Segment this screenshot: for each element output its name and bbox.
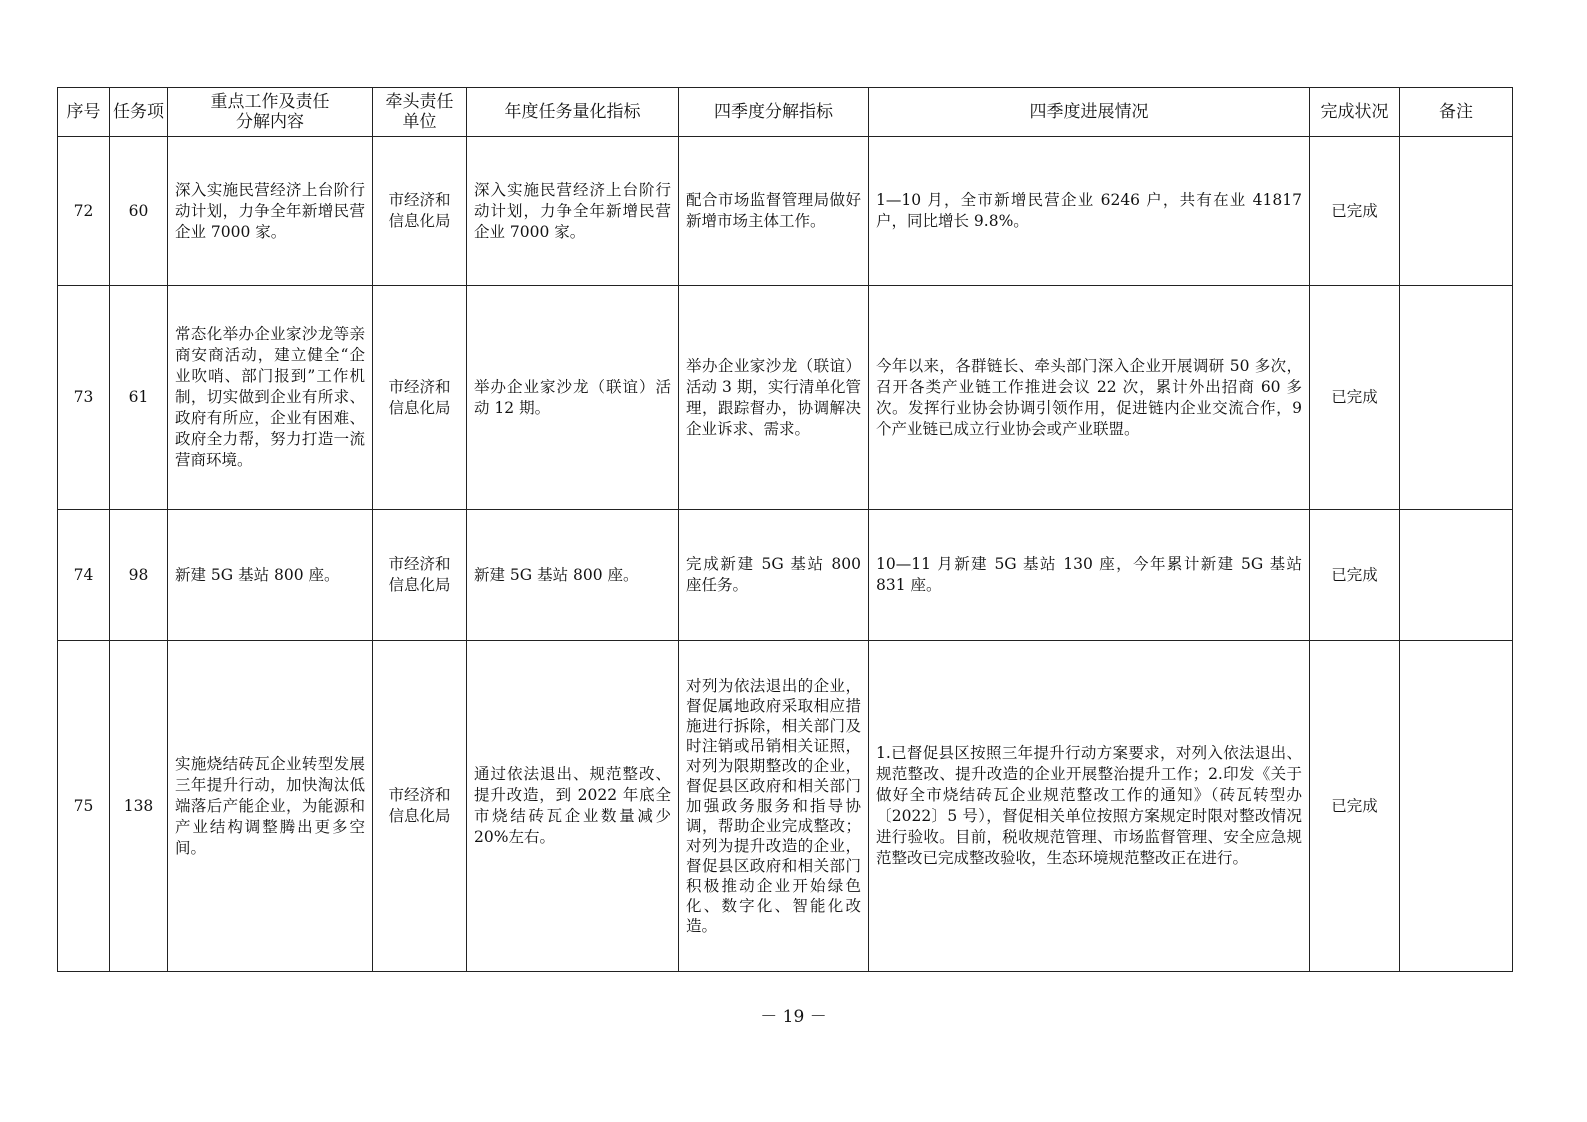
cell-remark (1400, 510, 1513, 641)
cell-remark (1400, 286, 1513, 510)
header-seq: 序号 (58, 88, 110, 137)
cell-q4-progress: 今年以来，各群链长、牵头部门深入企业开展调研 50 多次，召开各类产业链工作推进会议 22 次，累计外出招商 60 多次。发挥行业协会协调引领作用，促进链内企业交流合作，9 个产业链已成立行业协会或产业联盟。 (869, 286, 1310, 510)
cell-q4-target: 举办企业家沙龙（联谊）活动 3 期，实行清单化管理，跟踪督办，协调解决企业诉求、需求。 (679, 286, 869, 510)
cell-q4-progress: 1—10 月，全市新增民营企业 6246 户，共有在业 41817 户，同比增长 9.8%。 (869, 137, 1310, 286)
cell-q4-progress: 10—11 月新建 5G 基站 130 座，今年累计新建 5G 基站 831 座。 (869, 510, 1310, 641)
cell-task: 60 (110, 137, 168, 286)
cell-task: 138 (110, 641, 168, 972)
cell-annual: 通过依法退出、规范整改、提升改造，到 2022 年底全市烧结砖瓦企业数量减少 20%左右。 (467, 641, 679, 972)
cell-work: 新建 5G 基站 800 座。 (168, 510, 373, 641)
table-row (58, 286, 1513, 510)
cell-seq: 74 (58, 510, 110, 641)
cell-q4-target: 对列为依法退出的企业，督促属地政府采取相应措施进行拆除，相关部门及时注销或吊销相关证照，对列为限期整改的企业，督促县区政府和相关部门加强政务服务和指导协调，帮助企业完成整改；对列为提升改造的企业，督促县区政府和相关部门积极推动企业开始绿色化、数字化、智能化改造。 (679, 641, 869, 972)
header-task: 任务项 (110, 88, 168, 137)
cell-unit: 市经济和 信息化局 (373, 137, 467, 286)
cell-seq: 72 (58, 137, 110, 286)
cell-remark (1400, 137, 1513, 286)
cell-q4-target: 完成新建 5G 基站 800 座任务。 (679, 510, 869, 641)
cell-work: 深入实施民营经济上台阶行动计划，力争全年新增民营企业 7000 家。 (168, 137, 373, 286)
cell-annual: 深入实施民营经济上台阶行动计划，力争全年新增民营企业 7000 家。 (467, 137, 679, 286)
header-remark: 备注 (1400, 88, 1513, 137)
cell-seq: 75 (58, 641, 110, 972)
header-annual: 年度任务量化指标 (467, 88, 679, 137)
page-number: － 19 － (760, 1007, 827, 1027)
cell-status: 已完成 (1310, 286, 1400, 510)
header-status: 完成状况 (1310, 88, 1400, 137)
header-q4-progress: 四季度进展情况 (869, 88, 1310, 137)
cell-unit: 市经济和 信息化局 (373, 286, 467, 510)
cell-work: 实施烧结砖瓦企业转型发展三年提升行动，加快淘汰低端落后产能企业，为能源和产业结构调整腾出更多空间。 (168, 641, 373, 972)
task-progress-table (57, 87, 1513, 972)
cell-seq: 73 (58, 286, 110, 510)
cell-unit: 市经济和 信息化局 (373, 510, 467, 641)
cell-q4-target: 配合市场监督管理局做好新增市场主体工作。 (679, 137, 869, 286)
cell-remark (1400, 641, 1513, 972)
header-row (58, 88, 1513, 137)
cell-unit: 市经济和 信息化局 (373, 641, 467, 972)
cell-status: 已完成 (1310, 641, 1400, 972)
cell-status: 已完成 (1310, 137, 1400, 286)
cell-task: 98 (110, 510, 168, 641)
cell-task: 61 (110, 286, 168, 510)
header-work: 重点工作及责任 分解内容 (168, 88, 373, 137)
cell-q4-progress: 1.已督促县区按照三年提升行动方案要求，对列入依法退出、规范整改、提升改造的企业开展整治提升工作；2.印发《关于做好全市烧结砖瓦企业规范整改工作的通知》（砖瓦转型办〔2022〕5 号），督促相关单位按照方案规定时限对整改情况进行验收。目前，税收规范管理、市场监督管理、安全应急规范整改已完成整改验收，生态环境规范整改正在进行。 (869, 641, 1310, 972)
header-unit: 牵头责任 单位 (373, 88, 467, 137)
cell-work: 常态化举办企业家沙龙等亲商安商活动，建立健全“企业吹哨、部门报到”工作机制，切实做到企业有所求、政府有所应，企业有困难、政府全力帮，努力打造一流营商环境。 (168, 286, 373, 510)
cell-status: 已完成 (1310, 510, 1400, 641)
table-row (58, 137, 1513, 286)
table-row (58, 641, 1513, 972)
header-q4-target: 四季度分解指标 (679, 88, 869, 137)
cell-annual: 举办企业家沙龙（联谊）活动 12 期。 (467, 286, 679, 510)
cell-annual: 新建 5G 基站 800 座。 (467, 510, 679, 641)
table-row (58, 510, 1513, 641)
